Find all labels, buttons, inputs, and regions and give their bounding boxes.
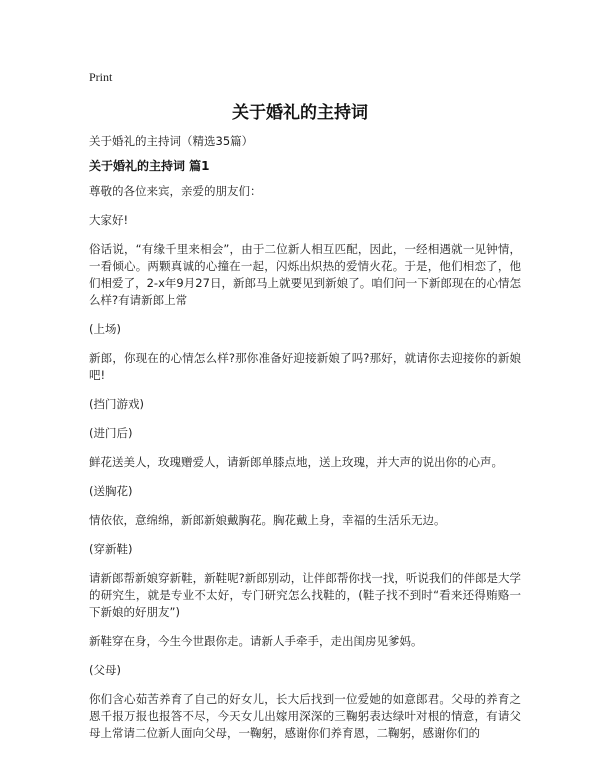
- paragraph: (进门后): [89, 426, 133, 440]
- paragraph: 俗话说，“有缘千里来相会”，由于二位新人相互匹配，因此，一经相遇就一见钟情，一看倾心。两颗真诚的心撞在一起，闪烁出炽热的爱情火花。于是，他们相恋了，他们相爱了，2-x年9月27日，新郎马上就要见到新娘了。咱们问一下新郎现在的心情怎么样?有请新郎上常: [89, 242, 521, 307]
- paragraph: (穿新鞋): [89, 542, 133, 556]
- paragraph: (挡门游戏): [89, 397, 144, 411]
- paragraph: (上场): [89, 322, 121, 336]
- document-subtitle: 关于婚礼的主持词（精选35篇）: [89, 134, 254, 148]
- print-link[interactable]: Print: [89, 70, 113, 84]
- paragraph: 你们含心茹苦养育了自己的好女儿，长大后找到一位爱她的如意郎君。父母的养育之恩千报万报也报答不尽，今天女儿出嫁用深深的三鞠躬表达绿叶对根的情意，有请父母上常请二位新人面向父母，一鞠躬，感谢你们养育恩，二鞠躬，感谢你们的: [89, 692, 521, 740]
- paragraph: 尊敬的各位来宾，亲爱的朋友们：: [89, 184, 262, 198]
- paragraph: 情依依，意绵绵，新郎新娘戴胸花。胸花戴上身，幸福的生活乐无边。: [89, 513, 446, 527]
- paragraph: 鲜花送美人，玫瑰赠爱人，请新郎单膝点地，送上玫瑰，并大声的说出你的心声。: [89, 455, 503, 469]
- paragraph: 大家好!: [89, 213, 129, 227]
- paragraph: 请新郎帮新娘穿新鞋，新鞋呢?新郎别动，让伴郎帮你找一找，听说我们的伴郎是大学的研究生，就是专业不太好，专门研究怎么找鞋的，(鞋子找不到时“看来还得贿赂一下新娘的好朋友”): [89, 571, 521, 619]
- document-body: [89, 133, 521, 754]
- document-title: 关于婚礼的主持词: [232, 103, 368, 123]
- paragraph: 新鞋穿在身，今生今世跟你走。请新人手牵手，走出闺房见爹妈。: [89, 634, 423, 648]
- paragraph: (父母): [89, 663, 121, 677]
- paragraph: 新郎，你现在的心情怎么样?那你准备好迎接新娘了吗?那好，就请你去迎接你的新娘吧!: [89, 351, 521, 382]
- paragraph: (送胸花): [89, 484, 133, 498]
- section-heading: 关于婚礼的主持词 篇1: [89, 159, 210, 173]
